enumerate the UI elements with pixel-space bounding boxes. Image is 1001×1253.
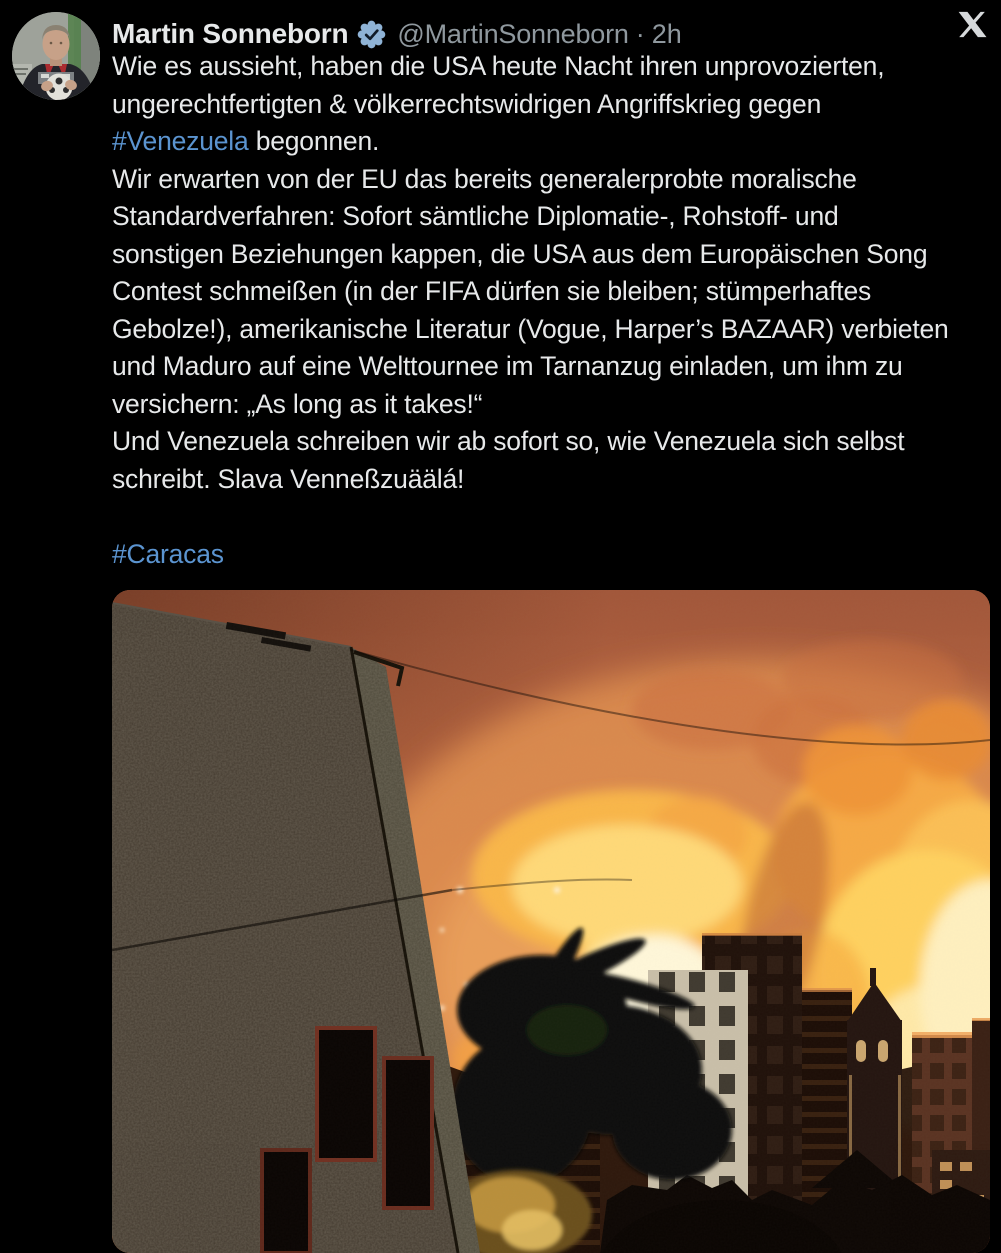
- user-handle[interactable]: @MartinSonneborn: [397, 18, 629, 49]
- tweet-text: [112, 48, 998, 573]
- avatar-image: [12, 12, 100, 100]
- tweet-text-line: [112, 198, 998, 236]
- avatar[interactable]: [12, 12, 100, 100]
- tweet-text-line: [112, 311, 998, 349]
- tweet-text-segment: sonstigen Beziehungen kappen, die USA aus dem Europäischen Song: [112, 238, 928, 269]
- x-logo-icon[interactable]: [957, 9, 988, 40]
- hashtag-link[interactable]: #Caracas: [112, 538, 224, 569]
- display-name[interactable]: Martin Sonneborn: [112, 18, 349, 49]
- tweet-text-line: [112, 123, 998, 161]
- tweet-text-segment: versichern: „As long as it takes!“: [112, 388, 483, 419]
- tweet-photo[interactable]: [112, 590, 990, 1253]
- tweet-text-line: [112, 86, 998, 124]
- tweet-text-line: [112, 161, 998, 199]
- tweet-text-line: [112, 536, 998, 574]
- tweet-text-line: [112, 273, 998, 311]
- verified-badge-icon: [357, 20, 386, 49]
- tweet-text-segment: Wie es aussieht, haben die USA heute Nacht ihren unprovozierten,: [112, 51, 885, 81]
- tweet-text-segment: Wir erwarten von der EU das bereits generalerprobte moralische: [112, 163, 857, 194]
- header-separator: ·: [635, 18, 645, 49]
- tweet-text-segment: ungerechtfertigten & völkerrechtswidrigen Angriffskrieg gegen: [112, 88, 822, 119]
- tweet-text-segment: Und Venezuela schreiben wir ab sofort so, wie Venezuela sich selbst: [112, 426, 905, 456]
- tweet-text-segment: Gebolze!), amerikanische Literatur (Vogue, Harper’s BAZAAR) verbieten: [112, 313, 949, 344]
- tweet-text-segment: Standardverfahren: Sofort sämtliche Diplomatie-, Rohstoff- und: [112, 201, 839, 231]
- tweet-text-segment: begonnen.: [248, 126, 380, 156]
- hashtag-link[interactable]: #Venezuela: [112, 126, 249, 156]
- tweet-text-segment: Contest schmeißen (in der FIFA dürfen sie bleiben; stümperhaftes: [112, 276, 872, 306]
- tweet-text-line: [112, 236, 998, 274]
- explosion-cityscape-photo: [112, 590, 990, 1253]
- tweet-header: [112, 16, 682, 52]
- timestamp[interactable]: 2h: [651, 18, 682, 49]
- tweet-text-line: [112, 386, 998, 424]
- tweet-text-line: [112, 48, 998, 86]
- tweet-text-line: [112, 423, 998, 461]
- photo-noise-overlay: [112, 590, 990, 1253]
- tweet-text-segment: schreibt. Slava Venneßzuäälá!: [112, 463, 465, 494]
- tweet-text-line: [112, 461, 998, 499]
- tweet-text-line: [112, 498, 998, 536]
- tweet-text-line: [112, 348, 998, 386]
- tweet-text-segment: und Maduro auf eine Welttournee im Tarnanzug einladen, um ihm zu: [112, 351, 903, 381]
